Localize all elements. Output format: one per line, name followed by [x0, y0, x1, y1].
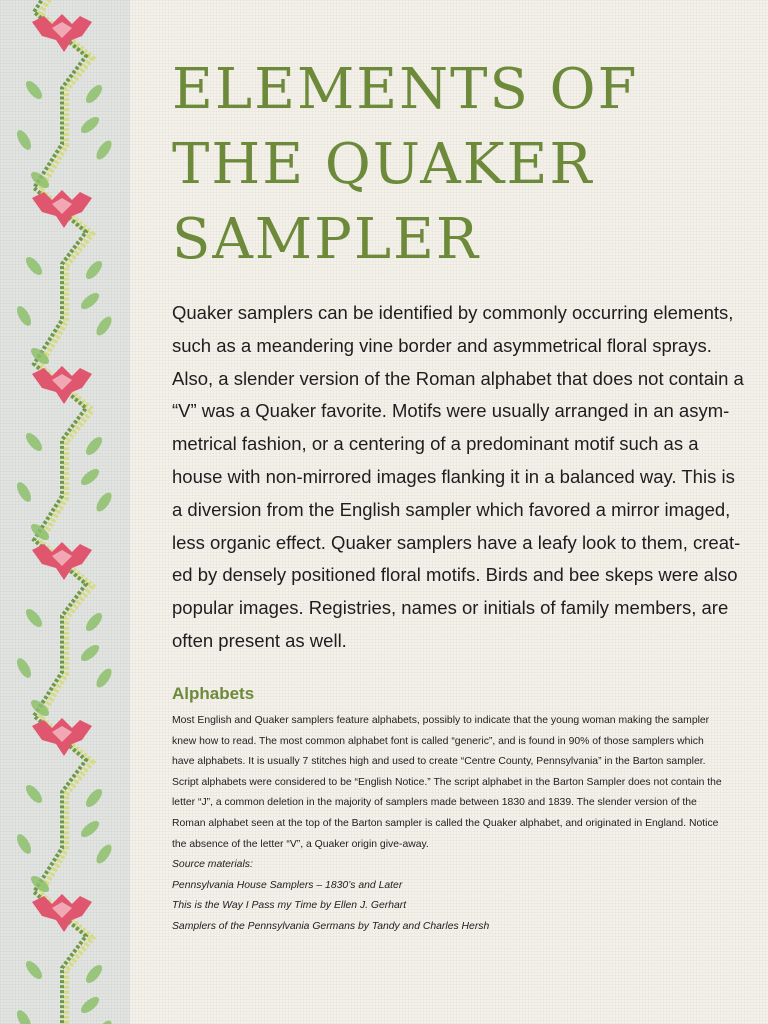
- leaf-icon: [78, 466, 101, 488]
- leaf-icon: [94, 842, 115, 866]
- leaf-icon: [83, 82, 105, 105]
- leaf-icon: [83, 786, 105, 809]
- alphabets-line: Roman alphabet seen at the top of the Barton sampler is called the Quaker alphabet, and originated in England. Notice: [172, 817, 719, 829]
- leaf-icon: [14, 480, 34, 504]
- leaf-icon: [23, 782, 45, 805]
- intro-line: less organic effect. Quaker samplers have a leafy look to them, creat-: [172, 531, 741, 553]
- intro-line: such as a meandering vine border and asymmetrical floral sprays.: [172, 334, 712, 356]
- alphabets-line: knew how to read. The most common alphabet font is called “generic”, and is found in 90% of those samplers which: [172, 735, 704, 747]
- alphabets-paragraph: [172, 711, 722, 855]
- leaf-icon: [14, 128, 34, 152]
- intro-line: “V” was a Quaker favorite. Motifs were usually arranged in an asym-: [172, 400, 730, 422]
- intro-line: popular images. Registries, names or initials of family members, are: [172, 597, 729, 619]
- vine-border-artwork: [0, 0, 130, 1024]
- leaf-icon: [94, 138, 115, 162]
- leaf-icon: [78, 818, 101, 840]
- leaf-icon: [94, 1018, 115, 1024]
- alphabets-heading: Alphabets: [172, 684, 255, 703]
- alphabets-line: letter “J”, a common deletion in the majority of samplers made between 1830 and 1839. The slender version of the: [172, 797, 697, 809]
- leaf-icon: [78, 114, 101, 136]
- leaf-icon: [14, 656, 34, 680]
- leaf-icon: [83, 434, 105, 457]
- leaf-icon: [78, 642, 101, 664]
- alphabets-line: Script alphabets were considered to be “English Notice.” The script alphabet in the Barton Sampler does not contain the: [172, 776, 722, 788]
- leaf-icon: [23, 606, 45, 629]
- source-materials: [172, 855, 717, 937]
- title-line: ELEMENTS OF: [172, 57, 639, 122]
- intro-line: Also, a slender version of the Roman alphabet that does not contain a: [172, 367, 744, 389]
- page-title: [172, 52, 752, 277]
- leaf-icon: [23, 430, 45, 453]
- leaf-icon: [94, 314, 115, 338]
- leaf-icon: [14, 1008, 34, 1024]
- source-item: Pennsylvania House Samplers – 1830’s and Later: [172, 879, 403, 891]
- vine-stem-highlight: [40, 0, 92, 1024]
- leaf-icon: [78, 290, 101, 312]
- intro-line: house with non-mirrored images flanking it in a balanced way. This is: [172, 465, 735, 487]
- leaf-icon: [78, 994, 101, 1016]
- intro-line: often present as well.: [172, 629, 347, 651]
- leaf-icon: [23, 78, 45, 101]
- intro-line: a diversion from the English sampler which favored a mirror imaged,: [172, 498, 731, 520]
- leaf-icon: [14, 832, 34, 856]
- intro-line: metrical fashion, or a centering of a predominant motif such as a: [172, 433, 699, 455]
- cross-stitch-vine-border: [0, 0, 130, 1024]
- intro-line: Quaker samplers can be identified by commonly occurring elements,: [172, 302, 734, 323]
- alphabets-line: the absence of the letter “V”, a Quaker origin give-away.: [172, 838, 429, 850]
- leaf-icon: [83, 610, 105, 633]
- intro-line: ed by densely positioned floral motifs. Birds and bee skeps were also: [172, 564, 738, 586]
- intro-paragraph: [172, 297, 744, 658]
- leaf-icon: [83, 962, 105, 985]
- leaf-icon: [94, 666, 115, 690]
- leaf-icon: [23, 958, 45, 981]
- sources-label: Source materials:: [172, 859, 253, 870]
- alphabets-line: have alphabets. It is usually 7 stitches high and used to create “Centre County, Pennsylvania” in the Barton sampler.: [172, 756, 706, 768]
- leaf-icon: [83, 258, 105, 281]
- leaf-icon: [94, 490, 115, 514]
- leaf-icon: [14, 304, 34, 328]
- source-item: This is the Way I Pass my Time by Ellen J. Gerhart: [172, 900, 407, 912]
- alphabets-line: Most English and Quaker samplers feature alphabets, possibly to indicate that the young woman making the sampler: [172, 715, 710, 726]
- title-line: THE QUAKER: [172, 132, 594, 197]
- source-item: Samplers of the Pennsylvania Germans by Tandy and Charles Hersh: [172, 920, 490, 932]
- leaf-icon: [23, 254, 45, 277]
- title-line: SAMPLER: [172, 207, 481, 272]
